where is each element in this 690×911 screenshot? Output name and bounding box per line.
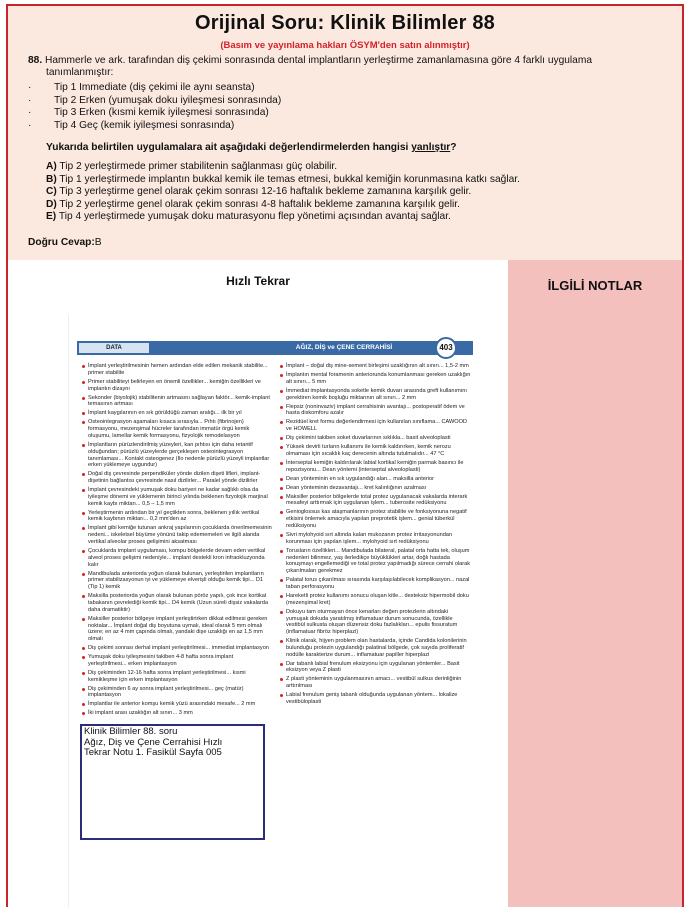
book-note-item: İmplant çevresindeki yumuşak doku bariyeri ne kadar sağlıklı olsa da iyileşme dönemi ve yüklemenin birinci yılında beklenen fizyolojik marjinal kemik kaybı miktarı... 0,5 – 1,5 mm (81, 487, 273, 507)
book-note-item: Dean yönteminin en sık uygulandığı alan... maksilla anterior (279, 476, 471, 483)
option-letter: D) (46, 198, 57, 210)
book-note-item: Flepsiz (noninvaziv) implant cerrahisinin avantajı... postoperatif ödem ve hasta diskomforu azalır (279, 404, 471, 418)
book-note-item: Primer stabiliteyi belirleyen en önemli özellikler... kemiğin özellikleri ve implantın dizaynı (81, 379, 273, 393)
question-intro (28, 55, 668, 80)
stem-end: ? (450, 142, 457, 153)
book-right-column (279, 363, 471, 708)
book-left-column (81, 363, 273, 719)
quick-review-title: Hızlı Tekrar (226, 274, 290, 288)
book-note-item: İmplantlar ile anterior komşu kemik yüzü arasındaki mesafe... 2 mm (81, 701, 273, 708)
option-b[interactable] (46, 174, 671, 187)
book-note-item: Diş çekiminden 6 ay sonra implant yerleştirilmesi... geç (matür) implantasyon (81, 686, 273, 700)
bullet: · (28, 94, 32, 106)
type-text: Tip 2 Erken (yumuşak doku iyileşmesi sonrasında) (54, 94, 282, 106)
book-note-item: İmplantın mental foramenin anteriorunda konumlanması gereken uzaklığın alt sınırı... 5 mm (279, 372, 471, 386)
book-note-item: Doğal diş çevresinde perpendiküler yönde dizilen dişeti lifleri, implant-dişetinin bağlantısı çevresinde nasıl dizilirler... Paralel yönde dizilirler (81, 471, 273, 485)
book-note-item: Torusların özellikleri... Mandibulada bilateral, palatal orta hatta tek, oluşum nedenleri bilinmez, yaş ilerledikçe büyüklükleri artar, doğlı hastada konuşmayı engellemediği ve total protez yapılmadığı sürece cerrahi olarak çıkarılmaları gerekmez (279, 548, 471, 575)
book-note-item: Maksiller posterior bölgeye implant yerleştirirken dikkat edilmesi gereken noktalar... İmplant doğal diş boyutuna uymalı, ideal olarak 5 mm olmalı üzere; en az 4 mm çapında olmalı, yandaki dişe uzaklığı en az 1,5 mm olmalı (81, 616, 273, 643)
reference-label (82, 726, 263, 760)
book-note-item: Osteointegrasyon aşamaları kısaca sırasıyla... Pıhtı (fibrinojen) formasyonu, mezenşimal hücreler tarafından immatür örgü kemik oluşumu, lamellar kemik formasyonu, fizyolojik remodelasyon (81, 419, 273, 439)
book-note-item: Diş çekimi sonrası derhal implant yerleştirilmesi... immediat implantasyon (81, 645, 273, 652)
stem-underlined: yanlıştır (411, 142, 451, 153)
option-text: Tip 1 yerleştirmede implantın bukkal kemik ile temas etmesi, bukkal kemiğin korunmasına katkı sağlar. (59, 173, 520, 185)
answer-options (46, 161, 671, 224)
book-note-item: Z plasti yönteminin uygulanmasının amacı... vestibül sulkus derinliğinin arttırılması (279, 676, 471, 690)
implant-type-list (28, 82, 628, 132)
book-note-item: Çocuklarda implant uygulaması, kompu bölgelerde devam eden vertikal alveol proses gelişimi nedeniyle... implant destekli kron infraokluzyonda kalır (81, 548, 273, 568)
book-note-item: Sekonder (biyolojik) stabilitenin artmasını sağlayan faktör... kemik-implant temasının artması (81, 395, 273, 409)
option-text: Tip 2 yerleştirme genel olarak çekim sonrası 4-8 haftalık bekleme zamanına karşılık gelir. (59, 198, 460, 210)
bullet: · (28, 82, 32, 93)
type-text: Tip 1 Immediate (diş çekimi ile aynı seansta) (54, 82, 255, 93)
book-note-item: Rezidüel kret formu değerlendirmesi için kullanılan sınıflama... CAWOOD ve HOWELL (279, 419, 471, 433)
related-notes-title: İLGİLİ NOTLAR (547, 278, 643, 293)
option-a[interactable] (46, 161, 671, 174)
book-note-item: Dokuyu tam oturmayan önce kenarları değen protezlerin altındaki yumuşak dokuda yaratılmış inflamatuar durum sonucunda, özellikle vestibül sulkusta oluşan düzensiz doku fazlalıkları... epulis fissuratum (inflamatuar fibröz hiperplazi) (279, 609, 471, 636)
question-section (8, 6, 682, 260)
bullet: · (28, 119, 32, 131)
option-d[interactable] (46, 199, 671, 212)
list-item (28, 82, 628, 95)
option-text: Tip 3 yerleştirme genel olarak çekim sonrası 12-16 haftalık bekleme zamanına karşılık gelir. (59, 186, 472, 198)
book-section-title: AĞIZ, DİŞ ve ÇENE CERRAHİSİ (295, 344, 393, 351)
option-c[interactable] (46, 186, 671, 199)
list-item (28, 107, 628, 120)
book-note-item: Klinik olarak, hijyen problem olan hastalarda, içinde Candida kolonilerinin bulunduğu protezin uygulandığı palatinal bölgede, çok sayıda proliferatif nodülle karakterize durum... inflamatuar papiller hiperplazi (279, 638, 471, 658)
option-letter: C) (46, 186, 57, 198)
book-note-item: İmplantların pürüzlendirilmiş yüzeyleri, kan pıhtısı için daha retantif olduğundan; pürüzlü yüzeylerde gerçekleşen osteointegrasyon tanımlaması... Kontakt osteogenez (Ilo nedenle pürüzlü yüzeyli implantlar erken yüklemeye uygundur) (81, 442, 273, 469)
book-note-item: Dar tabanlı labial frenulum eksizyonu için uygulanan yöntemler... Basit eksizyon veya Z plasti (279, 661, 471, 675)
intro-line-2: tanımlanmıştır: (46, 67, 114, 79)
stem-text: Yukarıda belirtilen uygulamalara ait aşağıdaki değerlendirmelerden hangisi (46, 142, 412, 153)
option-text: Tip 4 yerleştirmede yumuşak doku maturasyonu flep yönetimi açısından avantaj sağlar. (58, 211, 451, 223)
book-note-item: Genioglossus kas ataşmanlarının protez stabilite ve fonksiyonuna negatif etkisini önlemek amacıyla yapılan preprotetik işlem... genial tüberkül redüksiyonu (279, 509, 471, 529)
book-brand: DATA (79, 343, 149, 353)
book-page-number: 403 (435, 337, 457, 359)
book-note-item: İmplant – doğal diş mine-sement birleşimi uzaklığının alt sınırı... 1,5-2 mm (279, 363, 471, 370)
book-note-item: Sivri mylohyoid sırt altında kalan mukozanın protez irritasyonundan korunması için yapılan işlem... mylohyoid sırt redüksiyonu (279, 532, 471, 546)
option-text: Tip 2 yerleştirmede primer stabilitenin sağlanması güç olabilir. (59, 161, 338, 172)
book-note-item: Yerleştirmenin ardından bir yıl geçtikten sonra, beklenen yıllık vertikal kemik kaybının miktarı... 0,2 mm'den az (81, 510, 273, 524)
book-note-item: İmplant gibi kemiğe tutunan ankraj yapılarının çocuklarda önerilmemesinin nedeni... iskeletsel büyüme yönünü takip edememeleri ve ilgili alanda vertikal alveolar proses gelişimini aksatması (81, 525, 273, 545)
option-e[interactable] (46, 211, 671, 224)
correct-answer (28, 237, 102, 248)
intro-line-1: Hammerle ve ark. tarafından diş çekimi sonrasında dental implantların yerleştirme zamanlamasına göre 4 farklı uygulama (45, 55, 592, 66)
book-note-item: İnterseptal kemiğin kaldırılarak labial kortikal kemiğin parmak basıncı ile repozisyonu... Dean yöntemi (interseptal alveoloplasti) (279, 460, 471, 474)
page-title: Orijinal Soru: Klinik Bilimler 88 (194, 12, 495, 34)
type-text: Tip 4 Geç (kemik iyileşmesi sonrasında) (54, 119, 235, 131)
book-note-item: Maksilla posteriorda yoğun olarak bulunan pöröz yapılı, çok ince kortikal tabakanın çevrelediği kemik tipi... D4 kemik (Uzun süreli dişsiz vakalarda daha dramatiktir) (81, 593, 273, 613)
reference-line-3: Tekrar Notu 1. Fasikül Sayfa 005 (84, 747, 222, 758)
book-note-item: Dean yönteminin dezavantajı... kret kalınlığının azalması (279, 485, 471, 492)
book-note-item: Yumuşak doku iyileşmesini takiben 4-8 hafta sonra implant yerleştirilmesi... erken implantasyon (81, 654, 273, 668)
reference-line-2: Ağız, Diş ve Çene Cerrahisi Hızlı (84, 736, 223, 748)
book-note-item: Mandibulada anteriorda yoğun olarak bulunan, yerleştirilen implantların primer stabilizasyonun iyi ve yüklemeye elverişli olduğu kemik tipi... D1 (Tip 1) kemik (81, 571, 273, 591)
option-letter: B) (46, 173, 57, 185)
list-item (28, 95, 628, 108)
book-note-item: İki implant arası uzaklığın alt sınırı... 3 mm (81, 710, 273, 717)
option-letter: E) (46, 211, 57, 223)
book-note-item: İmplant yerleştirilmesinin hemen ardından elde edilen mekanik stabilite... primer stabilite (81, 363, 273, 377)
book-note-item: İmmediat implantasyonda soketle kemik duvarı arasında greft kullanımını gerektiren kemik boşluğu miktarının alt sınırı... 2 mm (279, 388, 471, 402)
option-letter: A) (46, 161, 57, 172)
copyright-note: (Basım ve yayınlama hakları ÖSYM'den satın alınmıştır) (220, 40, 470, 51)
book-note-item: Palatal torus çıkarılması sırasında karşılaşılabilecek komplikasyon... nazal taban perforasyonu (279, 577, 471, 591)
question-number: 88. (28, 55, 43, 66)
book-note-item: Diş çekiminden 12-16 hafta sonra implant yerleştirilmesi... kısmi kemikleşme için erken implantasyon (81, 670, 273, 684)
book-note-item: İmplant kaygılarının en sık görüldüğü zaman aralığı... ilk bir yıl (81, 410, 273, 417)
book-note-item: Yüksek devirli turların kullanımı ile kemik kaldırırken, kemik nerozu olmaması için sıcaklık kaç derecenin altında tutulmalıdır... 47 °C (279, 444, 471, 458)
bullet: · (28, 107, 32, 119)
answer-label: Doğru Cevap: (28, 237, 95, 248)
answer-value: B (94, 237, 102, 248)
list-item (28, 120, 628, 133)
book-note-item: Hareketli protez kullanımı sonucu oluşan kitle... desteksiz hipermobil doku (mezenşimal kret) (279, 593, 471, 607)
reference-highlight-box (80, 724, 265, 840)
book-note-item: Labial frenulum geniş tabanlı olduğunda uygulanan yöntem... lokalize vestibüloplasti (279, 692, 471, 706)
book-note-item: Diş çekimini takiben soket duvarlarının sıklıkla... basit alveoloplasti (279, 435, 471, 442)
book-note-item: Maksiller posterior bölgelerde total protez uygulanacak vakalarda interark mesafeyi arttırmak için uygulanan işlem... tuberosite redüksiyonu (279, 494, 471, 508)
type-text: Tip 3 Erken (kısmi kemik iyileşmesi sonrasında) (54, 107, 269, 119)
reference-line-1: Klinik Bilimler 88. soru (84, 726, 178, 737)
question-stem (46, 142, 666, 153)
related-notes-panel (508, 260, 682, 907)
